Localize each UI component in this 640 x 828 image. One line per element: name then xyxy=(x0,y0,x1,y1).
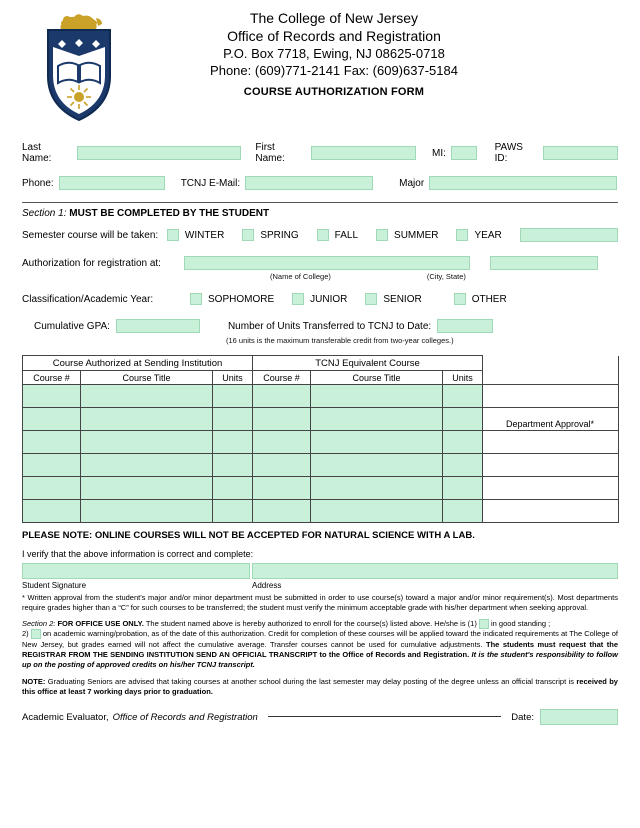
cell-department-approval[interactable] xyxy=(483,454,619,477)
office-address: P.O. Box 7718, Ewing, NJ 08625-0718 xyxy=(223,46,445,61)
authorization-row xyxy=(22,256,618,270)
cell-department-approval[interactable] xyxy=(483,477,619,500)
cell-units-tcnj[interactable] xyxy=(443,454,483,477)
cell-units-sending[interactable] xyxy=(213,408,253,431)
section1-body xyxy=(22,228,618,345)
cell-units-sending[interactable] xyxy=(213,431,253,454)
note-bold-tail: received by this office at least 7 working days prior to graduation. xyxy=(22,676,618,696)
col-units-tcnj: Units xyxy=(443,371,483,385)
table-group-header-row xyxy=(23,356,619,371)
graduating-seniors-note xyxy=(22,677,618,697)
classification-row xyxy=(22,293,618,305)
table-body xyxy=(23,385,619,523)
cell-units-sending[interactable] xyxy=(213,454,253,477)
student-signature-input[interactable] xyxy=(22,563,250,579)
cell-course-title-sending[interactable] xyxy=(81,431,213,454)
semester-row xyxy=(22,228,618,242)
col-course-title-tcnj: Course Title xyxy=(311,371,443,385)
cell-course-title-sending[interactable] xyxy=(81,454,213,477)
cell-units-tcnj[interactable] xyxy=(443,500,483,523)
address-label: Address xyxy=(252,581,282,590)
cell-course-num-tcnj[interactable] xyxy=(253,477,311,500)
major-label: Major xyxy=(399,177,425,189)
table-row xyxy=(23,385,619,408)
cell-department-approval[interactable] xyxy=(483,500,619,523)
academic-warning-checkbox[interactable] xyxy=(31,629,41,639)
note-text: Graduating Seniors are advised that taking courses at another school during the last semester may delay posting of the degree unless an official transcript is xyxy=(47,676,574,686)
class-option-senior[interactable] xyxy=(365,293,421,305)
cell-units-tcnj[interactable] xyxy=(443,431,483,454)
cell-course-num-tcnj[interactable] xyxy=(253,454,311,477)
evaluator-sublabel: Office of Records and Registration xyxy=(112,711,258,723)
authorization-label: Authorization for registration at: xyxy=(22,257,161,269)
group-header-sending: Course Authorized at Sending Institution xyxy=(23,356,253,371)
cell-course-title-tcnj[interactable] xyxy=(311,385,443,408)
cell-units-tcnj[interactable] xyxy=(443,385,483,408)
cell-course-num-sending[interactable] xyxy=(23,431,81,454)
office-name: Office of Records and Registration xyxy=(227,28,441,44)
winter-checkbox[interactable] xyxy=(167,229,179,241)
cell-course-title-tcnj[interactable] xyxy=(311,500,443,523)
section2-transcript-bold: The students must request that the REGISTRAR FROM THE SENDING INSTITUTION SEND AN OFFICIAL TRANSCRIPT to the Office of Records and Registration. xyxy=(22,639,618,659)
junior-label: JUNIOR xyxy=(310,293,348,305)
cell-course-title-tcnj[interactable] xyxy=(311,408,443,431)
authorization-captions xyxy=(22,272,618,281)
semester-option-winter[interactable] xyxy=(167,229,224,241)
year-checkbox[interactable] xyxy=(456,229,468,241)
last-name-label: Last Name: xyxy=(22,142,52,164)
spring-checkbox[interactable] xyxy=(242,229,254,241)
cell-units-sending[interactable] xyxy=(213,385,253,408)
caption-city-state: (City, State) xyxy=(426,272,466,281)
form-title: COURSE AUTHORIZATION FORM xyxy=(243,86,425,98)
email-label: TCNJ E-Mail: xyxy=(180,177,241,189)
cell-course-num-sending[interactable] xyxy=(23,408,81,431)
senior-label: SENIOR xyxy=(383,293,422,305)
summer-checkbox[interactable] xyxy=(376,229,388,241)
form-header xyxy=(0,0,640,128)
college-name: The College of New Jersey xyxy=(249,10,419,26)
class-option-junior[interactable] xyxy=(292,293,347,305)
cell-course-num-sending[interactable] xyxy=(23,477,81,500)
online-courses-note: PLEASE NOTE: ONLINE COURSES WILL NOT BE ACCEPTED FOR NATURAL SCIENCE WITH A LAB. xyxy=(22,530,475,541)
table-row xyxy=(23,431,619,454)
units-input[interactable] xyxy=(437,319,493,333)
classification-label: Classification/Academic Year: xyxy=(22,293,154,305)
junior-checkbox[interactable] xyxy=(292,293,304,305)
mi-label: MI: xyxy=(432,147,446,159)
gpa-label: Cumulative GPA: xyxy=(34,320,110,332)
cell-course-num-tcnj[interactable] xyxy=(253,385,311,408)
contact-row xyxy=(22,176,618,190)
section1-number: Section 1: xyxy=(22,208,67,219)
col-course-num-tcnj: Course # xyxy=(253,371,311,385)
footer-row xyxy=(22,709,618,725)
paws-id-input[interactable] xyxy=(543,146,618,160)
units-caption: (16 units is the maximum transferable credit from two-year colleges.) xyxy=(226,336,454,345)
sophomore-label: SOPHOMORE xyxy=(208,293,275,305)
student-info-block xyxy=(22,142,618,190)
col-course-title-sending: Course Title xyxy=(81,371,213,385)
section2-text-b: in good standing ; xyxy=(491,619,551,629)
cell-course-title-tcnj[interactable] xyxy=(311,477,443,500)
year-input[interactable] xyxy=(520,228,618,242)
tcnj-crest-icon xyxy=(40,14,118,128)
cell-course-title-sending[interactable] xyxy=(81,385,213,408)
cell-course-num-tcnj[interactable] xyxy=(253,408,311,431)
other-checkbox[interactable] xyxy=(454,293,466,305)
major-input[interactable] xyxy=(429,176,617,190)
section1-title: MUST BE COMPLETED BY THE STUDENT xyxy=(69,208,270,219)
cell-course-title-sending[interactable] xyxy=(81,408,213,431)
gpa-input[interactable] xyxy=(116,319,200,333)
signature-labels xyxy=(22,581,618,590)
semester-option-fall[interactable] xyxy=(317,229,358,241)
caption-name-of-college: (Name of College) xyxy=(270,272,331,281)
phone-label: Phone: xyxy=(22,177,54,189)
cell-course-title-tcnj[interactable] xyxy=(311,431,443,454)
table-row xyxy=(23,477,619,500)
table-row xyxy=(23,454,619,477)
cell-units-tcnj[interactable] xyxy=(443,408,483,431)
semester-label: Semester course will be taken: xyxy=(22,229,159,241)
evaluator-signature-line[interactable] xyxy=(268,715,501,717)
office-phone-fax: Phone: (609)771-2141 Fax: (609)637-5184 xyxy=(210,63,458,78)
class-option-other[interactable] xyxy=(454,293,507,305)
senior-checkbox[interactable] xyxy=(365,293,377,305)
section2-text-d: on academic warning/probation, as of the date of this authorization. Credit for completion of these courses will be applied toward the indicated requirements at The College of New Jersey, but grades earned will not affect the cumulative average. Transfer courses cannot be used for cumulative adjustments. xyxy=(22,629,618,649)
cell-department-approval[interactable] xyxy=(483,431,619,454)
mi-input[interactable] xyxy=(451,146,477,160)
cell-units-sending[interactable] xyxy=(213,500,253,523)
student-signature-label: Student Signature xyxy=(22,581,87,590)
section2-number: Section 2: xyxy=(22,619,56,629)
col-department-approval: Department Approval* xyxy=(505,419,595,429)
authorization-citystate-input[interactable] xyxy=(490,256,598,270)
cell-course-num-tcnj[interactable] xyxy=(253,431,311,454)
other-label: OTHER xyxy=(471,293,507,305)
class-option-sophomore[interactable] xyxy=(190,293,274,305)
spring-label: SPRING xyxy=(260,229,299,241)
date-label: Date: xyxy=(511,711,534,723)
section2-responsibility-italic: It is the student's responsibility to follow up on the posting of approved credits on his/her TCNJ transcript. xyxy=(22,649,618,669)
year-label: YEAR xyxy=(474,229,502,241)
header-text-block xyxy=(118,10,610,98)
gpa-units-row xyxy=(22,319,618,333)
first-name-input[interactable] xyxy=(311,146,416,160)
section2-title: FOR OFFICE USE ONLY. xyxy=(57,619,144,629)
sophomore-checkbox[interactable] xyxy=(190,293,202,305)
cell-course-num-sending[interactable] xyxy=(23,385,81,408)
cell-course-title-sending[interactable] xyxy=(81,500,213,523)
good-standing-checkbox[interactable] xyxy=(479,619,489,629)
semester-option-spring[interactable] xyxy=(242,229,298,241)
group-header-tcnj: TCNJ Equivalent Course xyxy=(253,356,483,371)
address-input[interactable] xyxy=(252,563,618,579)
cell-course-num-sending[interactable] xyxy=(23,500,81,523)
table-row xyxy=(23,500,619,523)
summer-label: SUMMER xyxy=(394,229,439,241)
section2-text-c: 2) xyxy=(22,629,29,639)
cell-department-approval[interactable] xyxy=(483,385,619,408)
date-input[interactable] xyxy=(540,709,618,725)
first-name-label: First Name: xyxy=(255,142,285,164)
cell-course-num-sending[interactable] xyxy=(23,454,81,477)
fall-label: FALL xyxy=(334,229,359,241)
section1-heading xyxy=(22,208,618,219)
cell-course-title-sending[interactable] xyxy=(81,477,213,500)
department-approval-footnote: * Written approval from the student's major and/or minor department must be submitted in order to use course(s) toward a major and/or minor requirement(s). Most departments require grades higher than a “C” for such courses to be transferred; the student must verify the minimum acceptable grade with his/her department when seeking approval. xyxy=(22,593,618,613)
signature-row xyxy=(22,563,618,579)
fall-checkbox[interactable] xyxy=(317,229,329,241)
verify-statement: I verify that the above information is correct and complete: xyxy=(22,549,254,559)
cell-units-sending[interactable] xyxy=(213,477,253,500)
evaluator-label: Academic Evaluator, xyxy=(22,711,109,723)
cell-units-tcnj[interactable] xyxy=(443,477,483,500)
section2-block xyxy=(22,619,618,670)
section2-text-a: The student named above is hereby authorized to enroll for the course(s) listed above. He/she is (1) xyxy=(145,619,477,629)
semester-option-year[interactable] xyxy=(456,229,501,241)
winter-label: WINTER xyxy=(184,229,225,241)
name-row xyxy=(22,142,618,164)
cell-course-num-tcnj[interactable] xyxy=(253,500,311,523)
email-input[interactable] xyxy=(245,176,373,190)
section1-divider xyxy=(22,202,618,203)
last-name-input[interactable] xyxy=(77,146,241,160)
col-units-sending: Units xyxy=(213,371,253,385)
phone-input[interactable] xyxy=(59,176,165,190)
paws-id-label: PAWS ID: xyxy=(494,142,523,164)
cell-course-title-tcnj[interactable] xyxy=(311,454,443,477)
authorization-college-input[interactable] xyxy=(184,256,470,270)
note-prefix: NOTE: xyxy=(22,676,46,686)
col-course-num-sending: Course # xyxy=(23,371,81,385)
course-table xyxy=(22,355,619,523)
semester-option-summer[interactable] xyxy=(376,229,438,241)
units-label: Number of Units Transferred to TCNJ to Date: xyxy=(227,320,432,332)
